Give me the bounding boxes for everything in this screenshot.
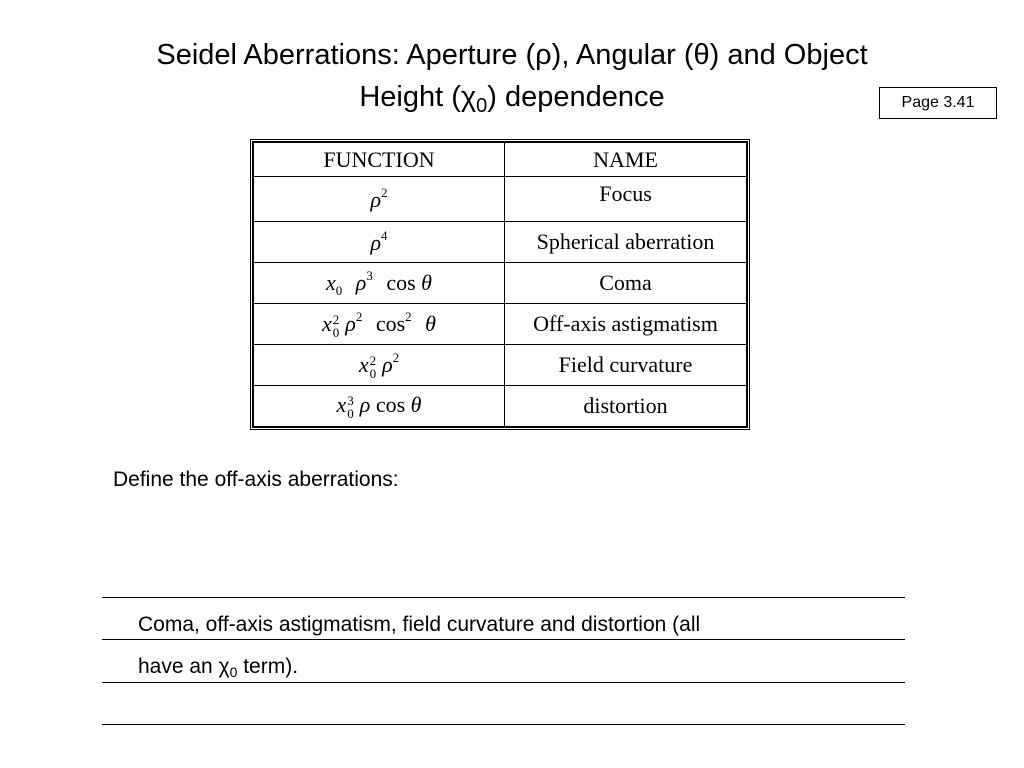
- name-cell: Focus: [505, 177, 747, 222]
- table-header-row: [254, 143, 747, 177]
- table-row: [254, 345, 747, 386]
- function-cell: x 3 0 ρ cos θ: [254, 386, 505, 427]
- define-prompt: Define the off-axis aberrations:: [113, 468, 399, 491]
- name-cell: Spherical aberration: [505, 222, 747, 263]
- table-row: [254, 177, 747, 222]
- header-name: NAME: [505, 143, 747, 177]
- title-line-2: Height $(\chi_0)$ dependence: [359, 81, 665, 117]
- name-cell: distortion: [505, 386, 747, 427]
- page-number-label: Page 3.41: [879, 87, 997, 119]
- page-title: [60, 34, 964, 127]
- table-row: [254, 222, 747, 263]
- header-function: FUNCTION: [254, 143, 505, 177]
- aberration-table: [250, 139, 750, 430]
- name-cell: Off-axis astigmatism: [505, 304, 747, 345]
- answer-rule: [102, 724, 905, 725]
- function-cell: $x_0$ $\rho^3$ cos θ: [254, 263, 505, 304]
- answer-text: [138, 604, 858, 693]
- table-row: [254, 386, 747, 427]
- table-row: [254, 304, 747, 345]
- function-cell: $\rho^4$: [254, 222, 505, 263]
- name-cell: Coma: [505, 263, 747, 304]
- answer-line-2: have an $\chi_0$ term).: [138, 655, 299, 680]
- title-line-1: Seidel Aberrations: Aperture (ρ), Angular (θ) and Object: [156, 39, 868, 71]
- function-cell: x 2 0 $\rho^2$ $\cos^2 \theta$: [254, 304, 505, 345]
- answer-rule: [102, 597, 905, 598]
- function-cell: $\rho^2$: [254, 177, 505, 222]
- table-row: [254, 263, 747, 304]
- answer-line-1: Coma, off-axis astigmatism, field curvature and distortion (all: [138, 613, 701, 636]
- name-cell: Field curvature: [505, 345, 747, 386]
- function-cell: x 2 0 $\rho^2$: [254, 345, 505, 386]
